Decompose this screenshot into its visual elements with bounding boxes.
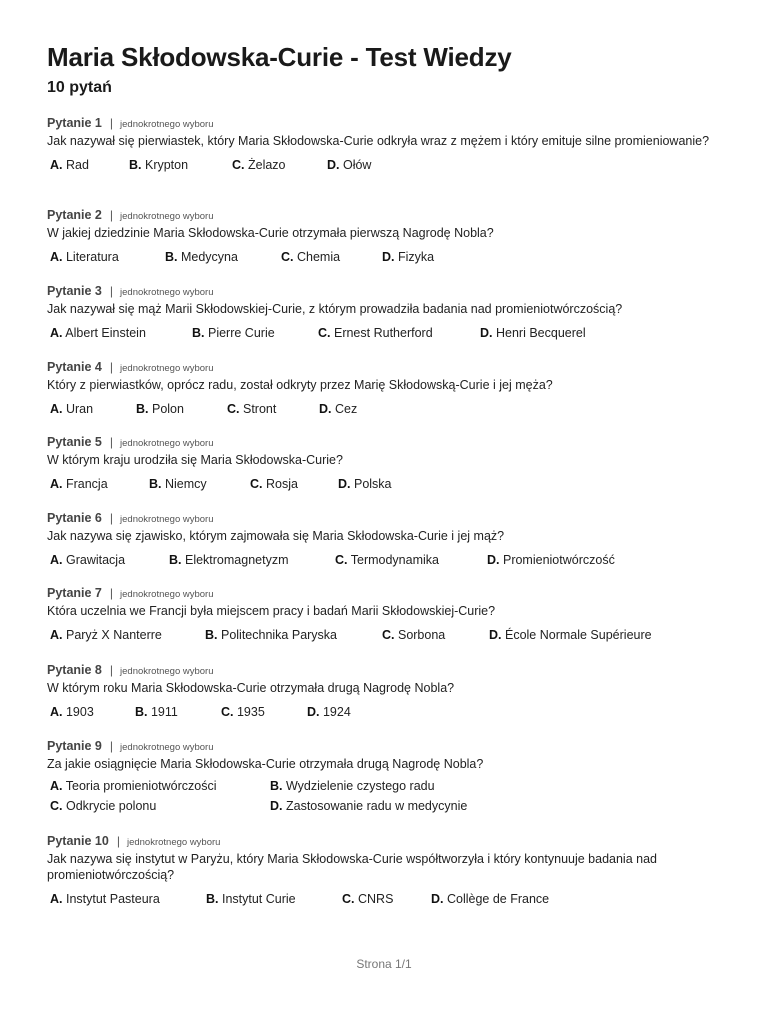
answer-text: Grawitacja	[65, 553, 126, 567]
answer-text: Henri Becquerel	[495, 326, 586, 340]
question-2	[47, 206, 737, 267]
question-count: 10 pytań	[47, 79, 112, 96]
answer-option-b[interactable]	[270, 776, 435, 796]
question-text: Za jakie osiągnięcie Maria Skłodowska-Curie otrzymała drugą Nagrodę Nobla?	[47, 757, 484, 771]
answer-letter: B.	[149, 477, 162, 491]
question-10	[47, 832, 737, 909]
answer-text: Albert Einstein	[65, 326, 146, 340]
answer-letter: C.	[50, 799, 63, 813]
header-separator: |	[109, 739, 114, 753]
answer-letter: A.	[50, 326, 63, 340]
answer-letter: B.	[136, 402, 149, 416]
answer-text: Uran	[65, 402, 94, 416]
question-text: Jak nazywa się zjawisko, którym zajmowała się Maria Skłodowska-Curie i jej mąż?	[47, 529, 505, 543]
question-text: W którym kraju urodziła się Maria Skłodowska-Curie?	[47, 453, 343, 467]
question-number: Pytanie 8	[47, 663, 102, 677]
question-text: W którym roku Maria Skłodowska-Curie otrzymała drugą Nagrodę Nobla?	[47, 681, 455, 695]
answer-text: Sorbona	[397, 628, 446, 642]
question-number: Pytanie 9	[47, 739, 102, 753]
question-number: Pytanie 6	[47, 511, 102, 525]
answer-options	[47, 550, 737, 570]
answer-letter: B.	[205, 628, 218, 642]
answer-option-c[interactable]	[232, 155, 286, 175]
question-number: Pytanie 10	[47, 834, 109, 848]
answer-text: Francja	[65, 477, 108, 491]
question-5	[47, 433, 737, 494]
answer-options	[47, 247, 737, 267]
answer-option-d[interactable]	[319, 399, 357, 419]
answer-option-b[interactable]	[136, 399, 184, 419]
question-text: W jakiej dziedzinie Maria Skłodowska-Curie otrzymała pierwszą Nagrodę Nobla?	[47, 226, 494, 240]
question-number: Pytanie 4	[47, 360, 102, 374]
answer-text: Wydzielenie czystego radu	[285, 779, 435, 793]
question-type: jednokrotnego wyboru	[120, 287, 214, 298]
question-text: Który z pierwiastków, oprócz radu, został odkryty przez Marię Skłodowską-Curie i jej męża?	[47, 378, 553, 392]
answer-text: Zastosowanie radu w medycynie	[285, 799, 468, 813]
question-text: Która uczelnia we Francji była miejscem pracy i badań Marii Skłodowskiej-Curie?	[47, 604, 496, 618]
answer-text: Ernest Rutherford	[333, 326, 433, 340]
answer-letter: B.	[135, 705, 148, 719]
question-6	[47, 509, 737, 570]
answer-letter: C.	[342, 892, 355, 906]
answer-option-b[interactable]	[206, 889, 296, 909]
header-separator: |	[109, 435, 114, 449]
question-text: Jak nazywał się pierwiastek, który Maria Skłodowska-Curie odkryła wraz z mężem i który emituje silne promieniowanie?	[47, 134, 710, 148]
question-8	[47, 661, 737, 722]
question-header	[47, 584, 737, 602]
answer-text: Ołów	[342, 158, 372, 172]
answer-text: Politechnika Paryska	[220, 628, 338, 642]
question-header	[47, 832, 737, 850]
question-type: jednokrotnego wyboru	[120, 666, 214, 677]
answer-letter: C.	[232, 158, 245, 172]
answer-option-a[interactable]	[50, 776, 217, 796]
answer-text: Literatura	[65, 250, 119, 264]
answer-option-d[interactable]	[270, 796, 467, 816]
answer-letter: B.	[129, 158, 142, 172]
answer-option-b[interactable]	[149, 474, 207, 494]
question-type: jednokrotnego wyboru	[120, 514, 214, 525]
header-separator: |	[116, 834, 120, 848]
answer-options	[47, 474, 737, 494]
answer-text: Polon	[151, 402, 184, 416]
answer-text: 1903	[65, 705, 94, 719]
question-3	[47, 282, 737, 343]
header-separator: |	[109, 663, 114, 677]
answer-option-b[interactable]	[192, 323, 275, 343]
answer-letter: A.	[50, 402, 63, 416]
answer-option-c[interactable]	[382, 625, 445, 645]
answer-letter: D.	[319, 402, 332, 416]
answer-option-a[interactable]	[50, 399, 93, 419]
answer-option-c[interactable]	[318, 323, 433, 343]
answer-letter: B.	[165, 250, 178, 264]
header-separator: |	[109, 360, 114, 374]
answer-letter: B.	[206, 892, 219, 906]
answer-letter: D.	[382, 250, 395, 264]
question-text: Jak nazywał się mąż Marii Skłodowskiej-Curie, z którym prowadziła badania nad promieniotwórczością?	[47, 302, 623, 316]
answer-options	[47, 323, 737, 343]
question-number: Pytanie 1	[47, 116, 102, 130]
question-header	[47, 737, 737, 755]
answer-letter: C.	[250, 477, 263, 491]
answer-option-c[interactable]	[342, 889, 393, 909]
answer-text: Żelazo	[247, 158, 286, 172]
question-type: jednokrotnego wyboru	[120, 742, 214, 753]
answer-option-a[interactable]	[50, 550, 125, 570]
answer-option-c[interactable]	[250, 474, 298, 494]
question-type: jednokrotnego wyboru	[126, 837, 221, 848]
answer-text: 1935	[236, 705, 265, 719]
answer-text: Polska	[353, 477, 392, 491]
answer-text: 1911	[150, 705, 178, 719]
page-title: Maria Skłodowska-Curie - Test Wiedzy	[47, 42, 512, 72]
answer-letter: C.	[318, 326, 331, 340]
answer-letter: A.	[50, 250, 63, 264]
answer-letter: D.	[480, 326, 493, 340]
header-separator: |	[109, 116, 114, 130]
answer-options	[47, 702, 737, 722]
answer-text: Collège de France	[446, 892, 550, 906]
header-separator: |	[109, 284, 114, 298]
answer-text: Niemcy	[164, 477, 207, 491]
question-number: Pytanie 3	[47, 284, 102, 298]
answer-letter: D.	[431, 892, 444, 906]
answer-letter: D.	[489, 628, 502, 642]
question-1	[47, 114, 737, 175]
answer-text: Medycyna	[180, 250, 238, 264]
question-type: jednokrotnego wyboru	[120, 589, 214, 600]
header-separator: |	[109, 511, 114, 525]
question-type: jednokrotnego wyboru	[120, 363, 214, 374]
answer-letter: D.	[338, 477, 351, 491]
answer-letter: B.	[270, 779, 283, 793]
answer-text: Teoria promieniotwórczości	[65, 779, 217, 793]
answer-letter: C.	[281, 250, 294, 264]
answer-option-b[interactable]	[135, 702, 178, 722]
answer-option-a[interactable]	[50, 323, 146, 343]
question-7	[47, 584, 737, 645]
question-type: jednokrotnego wyboru	[120, 438, 214, 449]
answer-letter: A.	[50, 553, 63, 567]
answer-text: Chemia	[296, 250, 341, 264]
question-type: jednokrotnego wyboru	[120, 119, 214, 130]
answer-option-d[interactable]	[327, 155, 371, 175]
answer-text: Termodynamika	[350, 553, 439, 567]
answer-options	[47, 889, 737, 909]
answer-text: 1924	[322, 705, 351, 719]
answer-text: Krypton	[144, 158, 189, 172]
answer-option-a[interactable]	[50, 247, 119, 267]
answer-letter: C.	[335, 553, 348, 567]
question-header	[47, 114, 737, 132]
answer-text: Rad	[65, 158, 89, 172]
question-header	[47, 358, 737, 376]
answer-letter: B.	[192, 326, 205, 340]
answer-letter: C.	[382, 628, 395, 642]
answer-option-c[interactable]	[281, 247, 340, 267]
answer-letter: A.	[50, 158, 63, 172]
answer-option-b[interactable]	[129, 155, 188, 175]
question-text: Jak nazywa się instytut w Paryżu, który Maria Skłodowska-Curie współtworzyła i który kontynuuje badania nad promieniotwórczością?	[47, 852, 657, 882]
answer-text: Elektromagnetyzm	[184, 553, 289, 567]
header-separator: |	[109, 208, 114, 222]
answer-option-a[interactable]	[50, 155, 89, 175]
answer-option-b[interactable]	[205, 625, 337, 645]
answer-letter: C.	[227, 402, 240, 416]
question-number: Pytanie 5	[47, 435, 102, 449]
answer-option-d[interactable]	[487, 550, 615, 570]
answer-letter: A.	[50, 705, 63, 719]
answer-text: Paryż X Nanterre	[65, 628, 162, 642]
answer-option-d[interactable]	[338, 474, 392, 494]
answer-text: Promieniotwórczość	[502, 553, 615, 567]
answer-text: Cez	[334, 402, 358, 416]
answer-letter: A.	[50, 477, 63, 491]
answer-option-c[interactable]	[335, 550, 439, 570]
answer-option-d[interactable]	[489, 625, 652, 645]
answer-letter: D.	[487, 553, 500, 567]
answer-option-c[interactable]	[221, 702, 265, 722]
answer-text: École Normale Supérieure	[504, 628, 652, 642]
header-separator: |	[109, 586, 114, 600]
question-type: jednokrotnego wyboru	[120, 211, 214, 222]
answer-letter: C.	[221, 705, 234, 719]
answer-letter: A.	[50, 779, 63, 793]
answer-option-d[interactable]	[382, 247, 434, 267]
answer-option-a[interactable]	[50, 625, 162, 645]
answer-options	[47, 399, 737, 419]
answer-letter: D.	[327, 158, 340, 172]
question-number: Pytanie 7	[47, 586, 102, 600]
question-4	[47, 358, 737, 419]
answer-text: Fizyka	[397, 250, 435, 264]
question-header	[47, 282, 737, 300]
answer-option-d[interactable]	[431, 889, 549, 909]
question-header	[47, 433, 737, 451]
answer-options	[47, 776, 737, 816]
answer-option-a[interactable]	[50, 474, 108, 494]
answer-text: CNRS	[357, 892, 394, 906]
answer-option-b[interactable]	[165, 247, 238, 267]
question-9	[47, 737, 737, 816]
answer-letter: A.	[50, 628, 63, 642]
answer-letter: D.	[270, 799, 283, 813]
answer-option-a[interactable]	[50, 889, 160, 909]
question-number: Pytanie 2	[47, 208, 102, 222]
answer-option-a[interactable]	[50, 702, 94, 722]
question-header	[47, 509, 737, 527]
page-footer: Strona 1/1	[356, 957, 412, 971]
answer-option-b[interactable]	[169, 550, 289, 570]
answer-options	[47, 155, 737, 175]
answer-text: Instytut Pasteura	[65, 892, 160, 906]
answer-option-d[interactable]	[307, 702, 351, 722]
answer-text: Pierre Curie	[207, 326, 275, 340]
answer-text: Instytut Curie	[221, 892, 296, 906]
answer-letter: D.	[307, 705, 320, 719]
answer-options	[47, 625, 737, 645]
question-header	[47, 206, 737, 224]
answer-letter: A.	[50, 892, 63, 906]
answer-text: Rosja	[265, 477, 298, 491]
answer-option-c[interactable]	[50, 796, 156, 816]
answer-text: Stront	[242, 402, 277, 416]
answer-option-c[interactable]	[227, 399, 276, 419]
answer-option-d[interactable]	[480, 323, 586, 343]
answer-letter: B.	[169, 553, 182, 567]
answer-text: Odkrycie polonu	[65, 799, 157, 813]
question-header	[47, 661, 737, 679]
